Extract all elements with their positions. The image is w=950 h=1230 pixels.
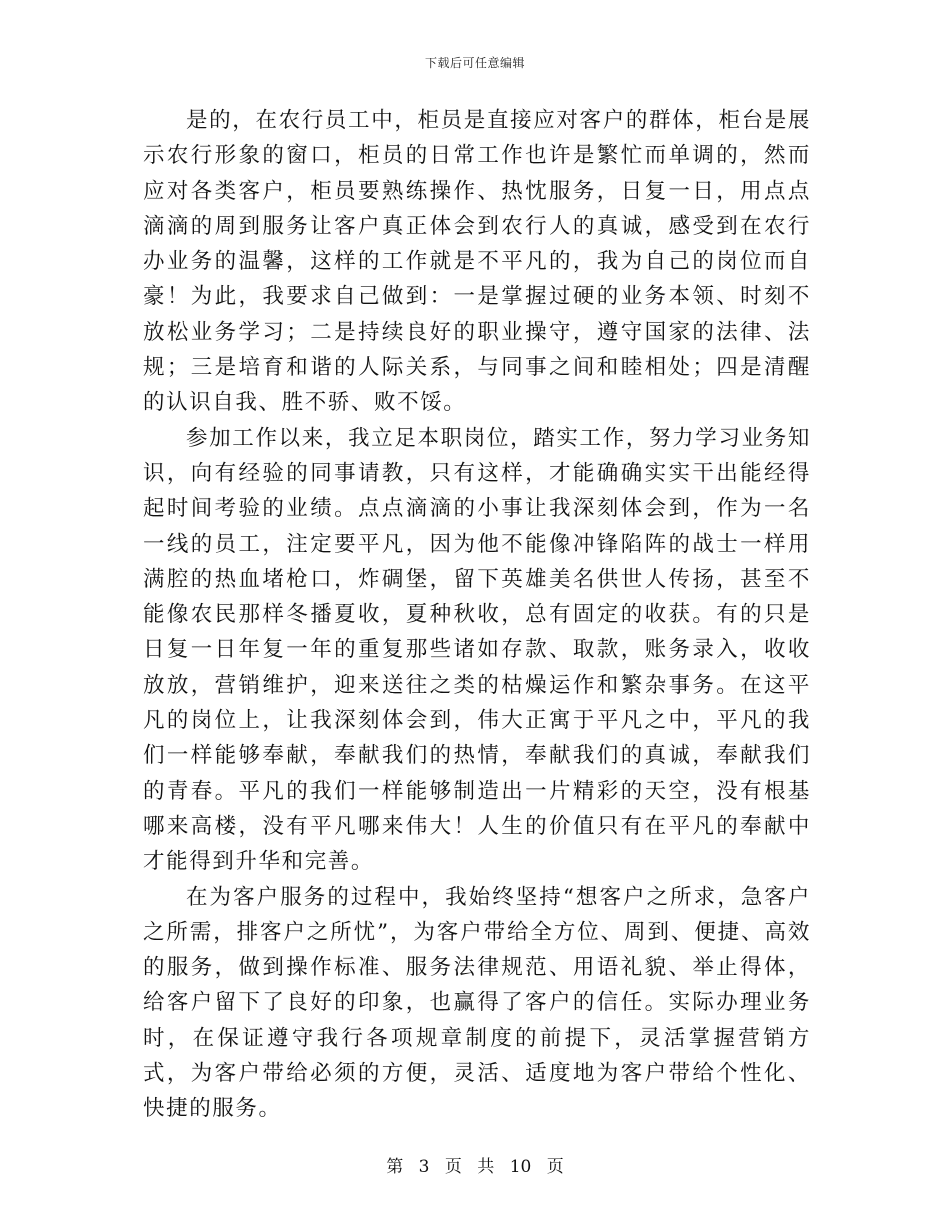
total-page-count: 10 — [509, 1157, 532, 1177]
paragraph-1: 是的，在农行员工中，柜员是直接应对客户的群体，柜台是展示农行形象的窗口，柜员的日常工作也许是繁忙而单调的，然而应对各类客户，柜员要熟练操作、热忱服务，日复一日，用点点滴滴的周到服务让客户真正体会到农行人的真诚，感受到在农行办业务的温馨，这样的工作就是不平凡的，我为自己的岗位而自豪！为此，我要求自己做到：一是掌握过硬的业务本领、时刻不放松业务学习；二是持续良好的职业操守，遵守国家的法律、法规；三是培育和谐的人际关系，与同事之间和睦相处；四是清醒的认识自我、胜不骄、败不馁。 — [143, 108, 811, 416]
page-header: 下载后可任意编辑 — [424, 56, 525, 70]
footer-total-word: 共 — [477, 1157, 495, 1177]
footer-suffix: 页 — [546, 1157, 564, 1177]
page-footer — [0, 1152, 950, 1177]
document-body — [143, 103, 811, 1127]
paragraph-3: 在为客户服务的过程中，我始终坚持“想客户之所求，急客户之所需，排客户之所忧”，为客户带给全方位、周到、便捷、高效的服务，做到操作标准、服务法律规范、用语礼貌、举止得体，给客户留下了良好的印象，也赢得了客户的信任。实际办理业务时，在保证遵守我行各项规章制度的前提下，灵活掌握营销方式，为客户带给必须的方便，灵活、适度地为客户带给个性化、快捷的服务。 — [143, 884, 811, 1122]
footer-page-word: 页 — [444, 1157, 462, 1177]
footer-prefix: 第 — [386, 1157, 404, 1177]
current-page-number: 3 — [418, 1157, 430, 1177]
paragraph-2: 参加工作以来，我立足本职岗位，踏实工作，努力学习业务知识，向有经验的同事请教，只有这样，才能确确实实干出能经得起时间考验的业绩。点点滴滴的小事让我深刻体会到，作为一名一线的员工，注定要平凡，因为他不能像冲锋陷阵的战士一样用满腔的热血堵枪口，炸碉堡，留下英雄美名供世人传扬，甚至不能像农民那样冬播夏收，夏种秋收，总有固定的收获。有的只是日复一日年复一年的重复那些诸如存款、取款，账务录入，收收放放，营销维护，迎来送往之类的枯燥运作和繁杂事务。在这平凡的岗位上，让我深刻体会到，伟大正寓于平凡之中，平凡的我们一样能够奉献，奉献我们的热情，奉献我们的真诚，奉献我们的青春。平凡的我们一样能够制造出一片精彩的天空，没有根基哪来高楼，没有平凡哪来伟大！人生的价值只有在平凡的奉献中才能得到升华和完善。 — [143, 425, 811, 875]
